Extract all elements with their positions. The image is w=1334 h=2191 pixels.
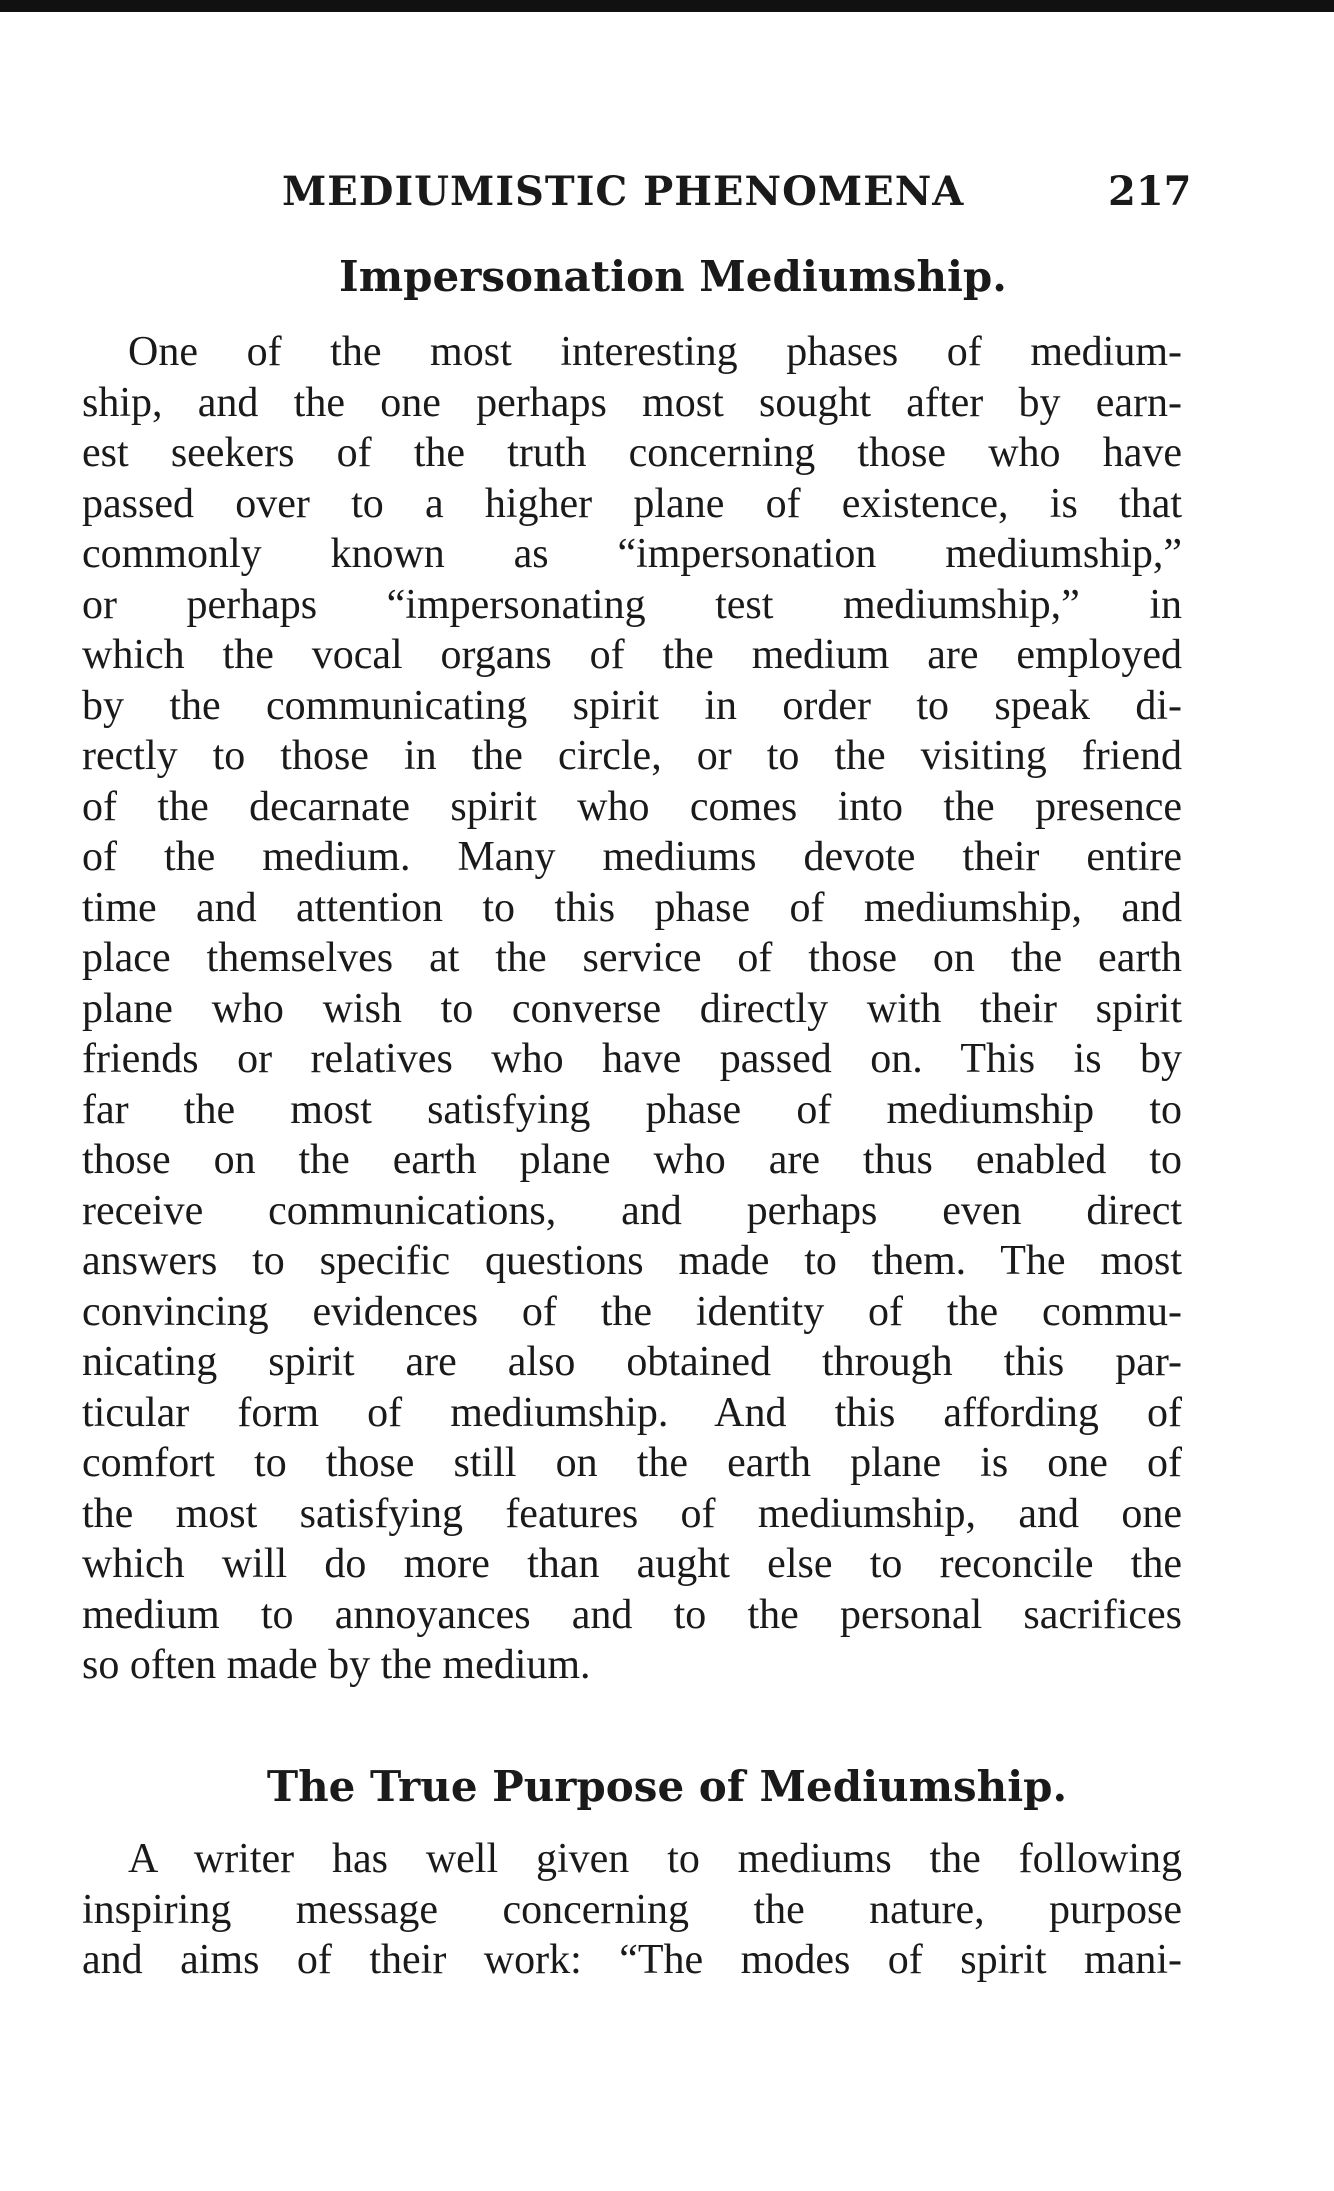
text-line: rectly to those in the circle, or to the visiting friend <box>82 733 1182 779</box>
section-heading-impersonation: Impersonation Mediumship. <box>339 252 1007 301</box>
text-line: far the most satisfying phase of mediumship to <box>82 1086 1182 1133</box>
running-head <box>0 168 1334 228</box>
text-line: those on the earth plane who are thus enabled to <box>82 1137 1182 1183</box>
text-line: and aims of their work: “The modes of spirit mani- <box>82 1937 1182 1983</box>
text-line: by the communicating spirit in order to speak di- <box>82 682 1182 729</box>
paragraph-impersonation <box>82 327 1182 1691</box>
text-line: the most satisfying features of mediumship, and one <box>82 1490 1182 1537</box>
text-line: nicating spirit are also obtained through this par- <box>82 1339 1182 1385</box>
text-line: place themselves at the service of those on the earth <box>82 935 1182 981</box>
text-line: of the medium. Many mediums devote their entire <box>82 834 1182 880</box>
text-line: medium to annoyances and to the personal sacrifices <box>82 1591 1182 1638</box>
text-line: inspiring message concerning the nature, purpose <box>82 1886 1182 1933</box>
text-line: time and attention to this phase of mediumship, and <box>82 884 1182 931</box>
text-line: comfort to those still on the earth plane is one of <box>82 1440 1182 1486</box>
text-line: convincing evidences of the identity of the commu- <box>82 1288 1182 1335</box>
text-line: so often made by the medium. <box>82 1642 591 1688</box>
text-line: One of the most interesting phases of medium- <box>128 329 1182 375</box>
text-line: or perhaps “impersonating test mediumship,” in <box>82 581 1182 628</box>
text-line: plane who wish to converse directly with their spirit <box>82 985 1182 1032</box>
text-line: passed over to a higher plane of existence, is that <box>82 480 1182 527</box>
paragraph-true-purpose <box>82 1834 1182 1986</box>
running-title: MEDIUMISTIC PHENOMENA <box>282 168 965 215</box>
text-line: A writer has well given to mediums the following <box>128 1836 1182 1882</box>
top-border-rule <box>0 0 1334 12</box>
text-line: receive communications, and perhaps even direct <box>82 1187 1182 1234</box>
text-line: which the vocal organs of the medium are employed <box>82 632 1182 678</box>
text-line: friends or relatives who have passed on. This is by <box>82 1036 1182 1082</box>
text-line: ship, and the one perhaps most sought after by earn- <box>82 379 1182 426</box>
section-heading-true-purpose: The True Purpose of Mediumship. <box>266 1762 1068 1811</box>
text-line: of the decarnate spirit who comes into the presence <box>82 783 1182 830</box>
text-line: which will do more than aught else to reconcile the <box>82 1541 1182 1587</box>
text-line: answers to specific questions made to them. The most <box>82 1238 1182 1284</box>
text-line: est seekers of the truth concerning those who have <box>82 430 1182 476</box>
page-number: 217 <box>1108 168 1192 215</box>
text-line: commonly known as “impersonation mediumship,” <box>82 531 1182 577</box>
text-line: ticular form of mediumship. And this affording of <box>82 1389 1182 1436</box>
